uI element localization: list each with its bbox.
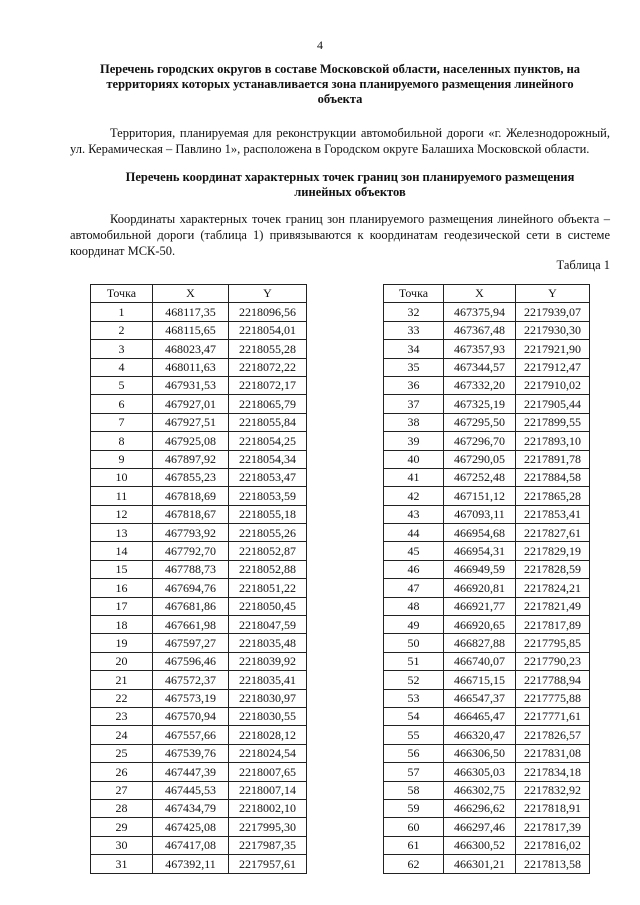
cell-y: 2217865,28 xyxy=(516,487,590,505)
table-row xyxy=(91,671,307,689)
cell-point: 37 xyxy=(384,395,444,413)
table-row xyxy=(91,634,307,652)
cell-x: 467344,57 xyxy=(444,358,516,376)
cell-point: 17 xyxy=(91,597,153,615)
cell-point: 44 xyxy=(384,524,444,542)
cell-x: 466547,37 xyxy=(444,689,516,707)
cell-y: 2217832,92 xyxy=(516,781,590,799)
cell-x: 467357,93 xyxy=(444,340,516,358)
cell-y: 2217831,08 xyxy=(516,744,590,762)
header-y: Y xyxy=(229,285,307,303)
cell-x: 467855,23 xyxy=(153,468,229,486)
cell-y: 2217987,35 xyxy=(229,836,307,854)
cell-x: 467434,79 xyxy=(153,799,229,817)
cell-point: 35 xyxy=(384,358,444,376)
cell-point: 18 xyxy=(91,616,153,634)
table-row xyxy=(91,652,307,670)
cell-x: 466954,31 xyxy=(444,542,516,560)
cell-y: 2217899,55 xyxy=(516,413,590,431)
table-row xyxy=(91,303,307,321)
coordinates-table-left xyxy=(90,284,307,874)
cell-y: 2218055,18 xyxy=(229,505,307,523)
table-row xyxy=(91,799,307,817)
cell-x: 467681,86 xyxy=(153,597,229,615)
cell-x: 467093,11 xyxy=(444,505,516,523)
table-row xyxy=(91,855,307,873)
cell-y: 2217905,44 xyxy=(516,395,590,413)
cell-point: 39 xyxy=(384,432,444,450)
cell-x: 468117,35 xyxy=(153,303,229,321)
cell-y: 2218065,79 xyxy=(229,395,307,413)
cell-point: 6 xyxy=(91,395,153,413)
cell-point: 49 xyxy=(384,616,444,634)
table-row xyxy=(384,505,590,523)
cell-x: 467290,05 xyxy=(444,450,516,468)
table-row xyxy=(91,726,307,744)
cell-point: 8 xyxy=(91,432,153,450)
cell-x: 466465,47 xyxy=(444,707,516,725)
table-row xyxy=(384,542,590,560)
cell-x: 466949,59 xyxy=(444,560,516,578)
table-row xyxy=(384,855,590,873)
header-point: Точка xyxy=(91,285,153,303)
cell-point: 22 xyxy=(91,689,153,707)
cell-x: 466306,50 xyxy=(444,744,516,762)
cell-y: 2217957,61 xyxy=(229,855,307,873)
table-row xyxy=(384,395,590,413)
cell-x: 467793,92 xyxy=(153,524,229,542)
cell-x: 466921,77 xyxy=(444,597,516,615)
table-header-row xyxy=(91,285,307,303)
cell-y: 2218053,47 xyxy=(229,468,307,486)
cell-point: 12 xyxy=(91,505,153,523)
cell-point: 55 xyxy=(384,726,444,744)
cell-point: 25 xyxy=(91,744,153,762)
cell-point: 11 xyxy=(91,487,153,505)
table-row xyxy=(91,781,307,799)
table-row xyxy=(384,616,590,634)
cell-y: 2218047,59 xyxy=(229,616,307,634)
table-row xyxy=(384,744,590,762)
section-subtitle: Перечень координат характерных точек границ зон планируемого размещения линейных объектов xyxy=(125,170,575,199)
table-row xyxy=(91,616,307,634)
table-row xyxy=(91,450,307,468)
table-row xyxy=(91,579,307,597)
cell-y: 2217824,21 xyxy=(516,579,590,597)
table-row xyxy=(91,560,307,578)
table-row xyxy=(91,744,307,762)
cell-point: 61 xyxy=(384,836,444,854)
cell-point: 15 xyxy=(91,560,153,578)
cell-point: 20 xyxy=(91,652,153,670)
cell-point: 23 xyxy=(91,707,153,725)
table-row xyxy=(91,340,307,358)
table-row xyxy=(384,358,590,376)
cell-x: 466715,15 xyxy=(444,671,516,689)
table-row xyxy=(91,597,307,615)
table-row xyxy=(91,707,307,725)
cell-x: 466297,46 xyxy=(444,818,516,836)
cell-x: 467447,39 xyxy=(153,763,229,781)
cell-y: 2217995,30 xyxy=(229,818,307,836)
cell-x: 468023,47 xyxy=(153,340,229,358)
cell-y: 2218052,87 xyxy=(229,542,307,560)
cell-point: 40 xyxy=(384,450,444,468)
table-row xyxy=(384,450,590,468)
cell-point: 7 xyxy=(91,413,153,431)
cell-x: 467572,37 xyxy=(153,671,229,689)
cell-y: 2217939,07 xyxy=(516,303,590,321)
table-row xyxy=(91,542,307,560)
table-row xyxy=(91,468,307,486)
cell-point: 45 xyxy=(384,542,444,560)
table-caption: Таблица 1 xyxy=(556,258,610,272)
table-row xyxy=(384,836,590,854)
territory-paragraph: Территория, планируемая для реконструкции автомобильной дороги «г. Железнодорожный, ул. Керамическая – Павлино 1», расположена в Городском округе Балашиха Московской области. xyxy=(70,126,610,156)
table-row xyxy=(384,413,590,431)
cell-y: 2217930,30 xyxy=(516,321,590,339)
header-x: X xyxy=(153,285,229,303)
header-point: Точка xyxy=(384,285,444,303)
cell-point: 30 xyxy=(91,836,153,854)
table-row xyxy=(384,689,590,707)
cell-point: 41 xyxy=(384,468,444,486)
cell-x: 467927,01 xyxy=(153,395,229,413)
cell-y: 2217893,10 xyxy=(516,432,590,450)
cell-y: 2218030,97 xyxy=(229,689,307,707)
cell-point: 62 xyxy=(384,855,444,873)
cell-point: 59 xyxy=(384,799,444,817)
cell-y: 2218072,22 xyxy=(229,358,307,376)
table-row xyxy=(91,487,307,505)
cell-y: 2218002,10 xyxy=(229,799,307,817)
cell-point: 21 xyxy=(91,671,153,689)
coordinates-table-right xyxy=(383,284,590,874)
table-row xyxy=(384,634,590,652)
table-row xyxy=(91,524,307,542)
table-row xyxy=(91,376,307,394)
cell-point: 43 xyxy=(384,505,444,523)
cell-y: 2218024,54 xyxy=(229,744,307,762)
cell-point: 57 xyxy=(384,763,444,781)
cell-y: 2218055,28 xyxy=(229,340,307,358)
cell-y: 2218007,14 xyxy=(229,781,307,799)
cell-x: 467252,48 xyxy=(444,468,516,486)
cell-x: 467375,94 xyxy=(444,303,516,321)
page-number: 4 xyxy=(317,38,323,52)
cell-point: 58 xyxy=(384,781,444,799)
cell-point: 2 xyxy=(91,321,153,339)
cell-x: 467897,92 xyxy=(153,450,229,468)
cell-y: 2218053,59 xyxy=(229,487,307,505)
table-row xyxy=(91,689,307,707)
cell-point: 54 xyxy=(384,707,444,725)
cell-y: 2217834,18 xyxy=(516,763,590,781)
cell-y: 2218054,25 xyxy=(229,432,307,450)
cell-x: 467596,46 xyxy=(153,652,229,670)
cell-y: 2217829,19 xyxy=(516,542,590,560)
cell-x: 466301,21 xyxy=(444,855,516,873)
cell-point: 47 xyxy=(384,579,444,597)
cell-point: 26 xyxy=(91,763,153,781)
cell-x: 467417,08 xyxy=(153,836,229,854)
table-row xyxy=(384,432,590,450)
cell-y: 2218052,88 xyxy=(229,560,307,578)
cell-point: 53 xyxy=(384,689,444,707)
cell-y: 2218035,41 xyxy=(229,671,307,689)
cell-y: 2217817,39 xyxy=(516,818,590,836)
cell-point: 38 xyxy=(384,413,444,431)
cell-y: 2217817,89 xyxy=(516,616,590,634)
cell-x: 467445,53 xyxy=(153,781,229,799)
cell-x: 468011,63 xyxy=(153,358,229,376)
cell-y: 2217921,90 xyxy=(516,340,590,358)
cell-y: 2218050,45 xyxy=(229,597,307,615)
cell-x: 467931,53 xyxy=(153,376,229,394)
cell-x: 467332,20 xyxy=(444,376,516,394)
cell-y: 2218007,65 xyxy=(229,763,307,781)
cell-x: 466920,65 xyxy=(444,616,516,634)
cell-x: 467597,27 xyxy=(153,634,229,652)
cell-y: 2218054,01 xyxy=(229,321,307,339)
cell-y: 2217828,59 xyxy=(516,560,590,578)
table-row xyxy=(384,340,590,358)
cell-x: 467818,67 xyxy=(153,505,229,523)
cell-x: 466920,81 xyxy=(444,579,516,597)
table-row xyxy=(384,763,590,781)
cell-x: 467818,69 xyxy=(153,487,229,505)
header-y: Y xyxy=(516,285,590,303)
cell-y: 2217821,49 xyxy=(516,597,590,615)
table-row xyxy=(91,413,307,431)
cell-x: 466296,62 xyxy=(444,799,516,817)
table-row xyxy=(384,321,590,339)
cell-y: 2217910,02 xyxy=(516,376,590,394)
cell-point: 32 xyxy=(384,303,444,321)
cell-x: 467925,08 xyxy=(153,432,229,450)
cell-y: 2217788,94 xyxy=(516,671,590,689)
cell-y: 2218028,12 xyxy=(229,726,307,744)
cell-point: 3 xyxy=(91,340,153,358)
cell-y: 2218030,55 xyxy=(229,707,307,725)
cell-y: 2218072,17 xyxy=(229,376,307,394)
cell-y: 2217912,47 xyxy=(516,358,590,376)
table-row xyxy=(384,707,590,725)
cell-point: 48 xyxy=(384,597,444,615)
cell-y: 2218055,26 xyxy=(229,524,307,542)
cell-x: 466740,07 xyxy=(444,652,516,670)
cell-x: 467296,70 xyxy=(444,432,516,450)
cell-point: 51 xyxy=(384,652,444,670)
table-row xyxy=(384,524,590,542)
cell-y: 2217818,91 xyxy=(516,799,590,817)
cell-x: 467325,19 xyxy=(444,395,516,413)
cell-x: 467392,11 xyxy=(153,855,229,873)
cell-x: 467151,12 xyxy=(444,487,516,505)
cell-point: 50 xyxy=(384,634,444,652)
header-x: X xyxy=(444,285,516,303)
cell-point: 28 xyxy=(91,799,153,817)
cell-point: 1 xyxy=(91,303,153,321)
cell-point: 33 xyxy=(384,321,444,339)
cell-y: 2217813,58 xyxy=(516,855,590,873)
cell-y: 2218096,56 xyxy=(229,303,307,321)
table-row xyxy=(91,818,307,836)
cell-x: 467570,94 xyxy=(153,707,229,725)
table-row xyxy=(384,799,590,817)
cell-y: 2217827,61 xyxy=(516,524,590,542)
document-title: Перечень городских округов в составе Московской области, населенных пунктов, на территориях которых устанавливается зона планируемого размещения линейного объекта xyxy=(99,62,581,106)
cell-point: 31 xyxy=(91,855,153,873)
table-row xyxy=(384,726,590,744)
cell-x: 467792,70 xyxy=(153,542,229,560)
cell-point: 56 xyxy=(384,744,444,762)
cell-x: 467694,76 xyxy=(153,579,229,597)
table-row xyxy=(384,671,590,689)
cell-y: 2217795,85 xyxy=(516,634,590,652)
table-header-row xyxy=(384,285,590,303)
cell-point: 13 xyxy=(91,524,153,542)
cell-x: 467539,76 xyxy=(153,744,229,762)
cell-y: 2217816,02 xyxy=(516,836,590,854)
cell-point: 29 xyxy=(91,818,153,836)
table-row xyxy=(384,303,590,321)
cell-x: 466827,88 xyxy=(444,634,516,652)
table-row xyxy=(384,560,590,578)
cell-point: 27 xyxy=(91,781,153,799)
table-row xyxy=(91,505,307,523)
cell-x: 467367,48 xyxy=(444,321,516,339)
cell-y: 2217771,61 xyxy=(516,707,590,725)
table-row xyxy=(384,376,590,394)
cell-x: 467425,08 xyxy=(153,818,229,836)
cell-x: 467788,73 xyxy=(153,560,229,578)
cell-y: 2218035,48 xyxy=(229,634,307,652)
cell-y: 2218055,84 xyxy=(229,413,307,431)
cell-point: 42 xyxy=(384,487,444,505)
cell-y: 2218039,92 xyxy=(229,652,307,670)
cell-x: 466302,75 xyxy=(444,781,516,799)
cell-point: 36 xyxy=(384,376,444,394)
table-row xyxy=(384,652,590,670)
cell-x: 467295,50 xyxy=(444,413,516,431)
table-row xyxy=(384,597,590,615)
cell-point: 14 xyxy=(91,542,153,560)
cell-point: 9 xyxy=(91,450,153,468)
table-row xyxy=(384,818,590,836)
table-row xyxy=(91,321,307,339)
table-row xyxy=(384,468,590,486)
cell-x: 467557,66 xyxy=(153,726,229,744)
cell-x: 466954,68 xyxy=(444,524,516,542)
cell-x: 467573,19 xyxy=(153,689,229,707)
table-row xyxy=(91,358,307,376)
cell-y: 2217790,23 xyxy=(516,652,590,670)
table-row xyxy=(384,487,590,505)
cell-y: 2217853,41 xyxy=(516,505,590,523)
table-row xyxy=(91,836,307,854)
cell-point: 52 xyxy=(384,671,444,689)
cell-x: 466305,03 xyxy=(444,763,516,781)
cell-point: 10 xyxy=(91,468,153,486)
table-row xyxy=(384,781,590,799)
cell-x: 468115,65 xyxy=(153,321,229,339)
cell-point: 4 xyxy=(91,358,153,376)
cell-y: 2217826,57 xyxy=(516,726,590,744)
table-row xyxy=(91,395,307,413)
cell-point: 16 xyxy=(91,579,153,597)
cell-x: 466300,52 xyxy=(444,836,516,854)
cell-y: 2218051,22 xyxy=(229,579,307,597)
table-row xyxy=(384,579,590,597)
cell-point: 24 xyxy=(91,726,153,744)
cell-x: 467927,51 xyxy=(153,413,229,431)
cell-y: 2217884,58 xyxy=(516,468,590,486)
cell-y: 2218054,34 xyxy=(229,450,307,468)
cell-point: 60 xyxy=(384,818,444,836)
cell-point: 46 xyxy=(384,560,444,578)
cell-point: 5 xyxy=(91,376,153,394)
cell-y: 2217775,88 xyxy=(516,689,590,707)
table-row xyxy=(91,763,307,781)
cell-x: 466320,47 xyxy=(444,726,516,744)
cell-point: 34 xyxy=(384,340,444,358)
table-row xyxy=(91,432,307,450)
cell-point: 19 xyxy=(91,634,153,652)
cell-y: 2217891,78 xyxy=(516,450,590,468)
cell-x: 467661,98 xyxy=(153,616,229,634)
coordinates-paragraph: Координаты характерных точек границ зон планируемого размещения линейного объекта – автомобильной дороги (таблица 1) привязываются к координатам геодезической сети в системе координат МСК-50. xyxy=(70,212,610,258)
